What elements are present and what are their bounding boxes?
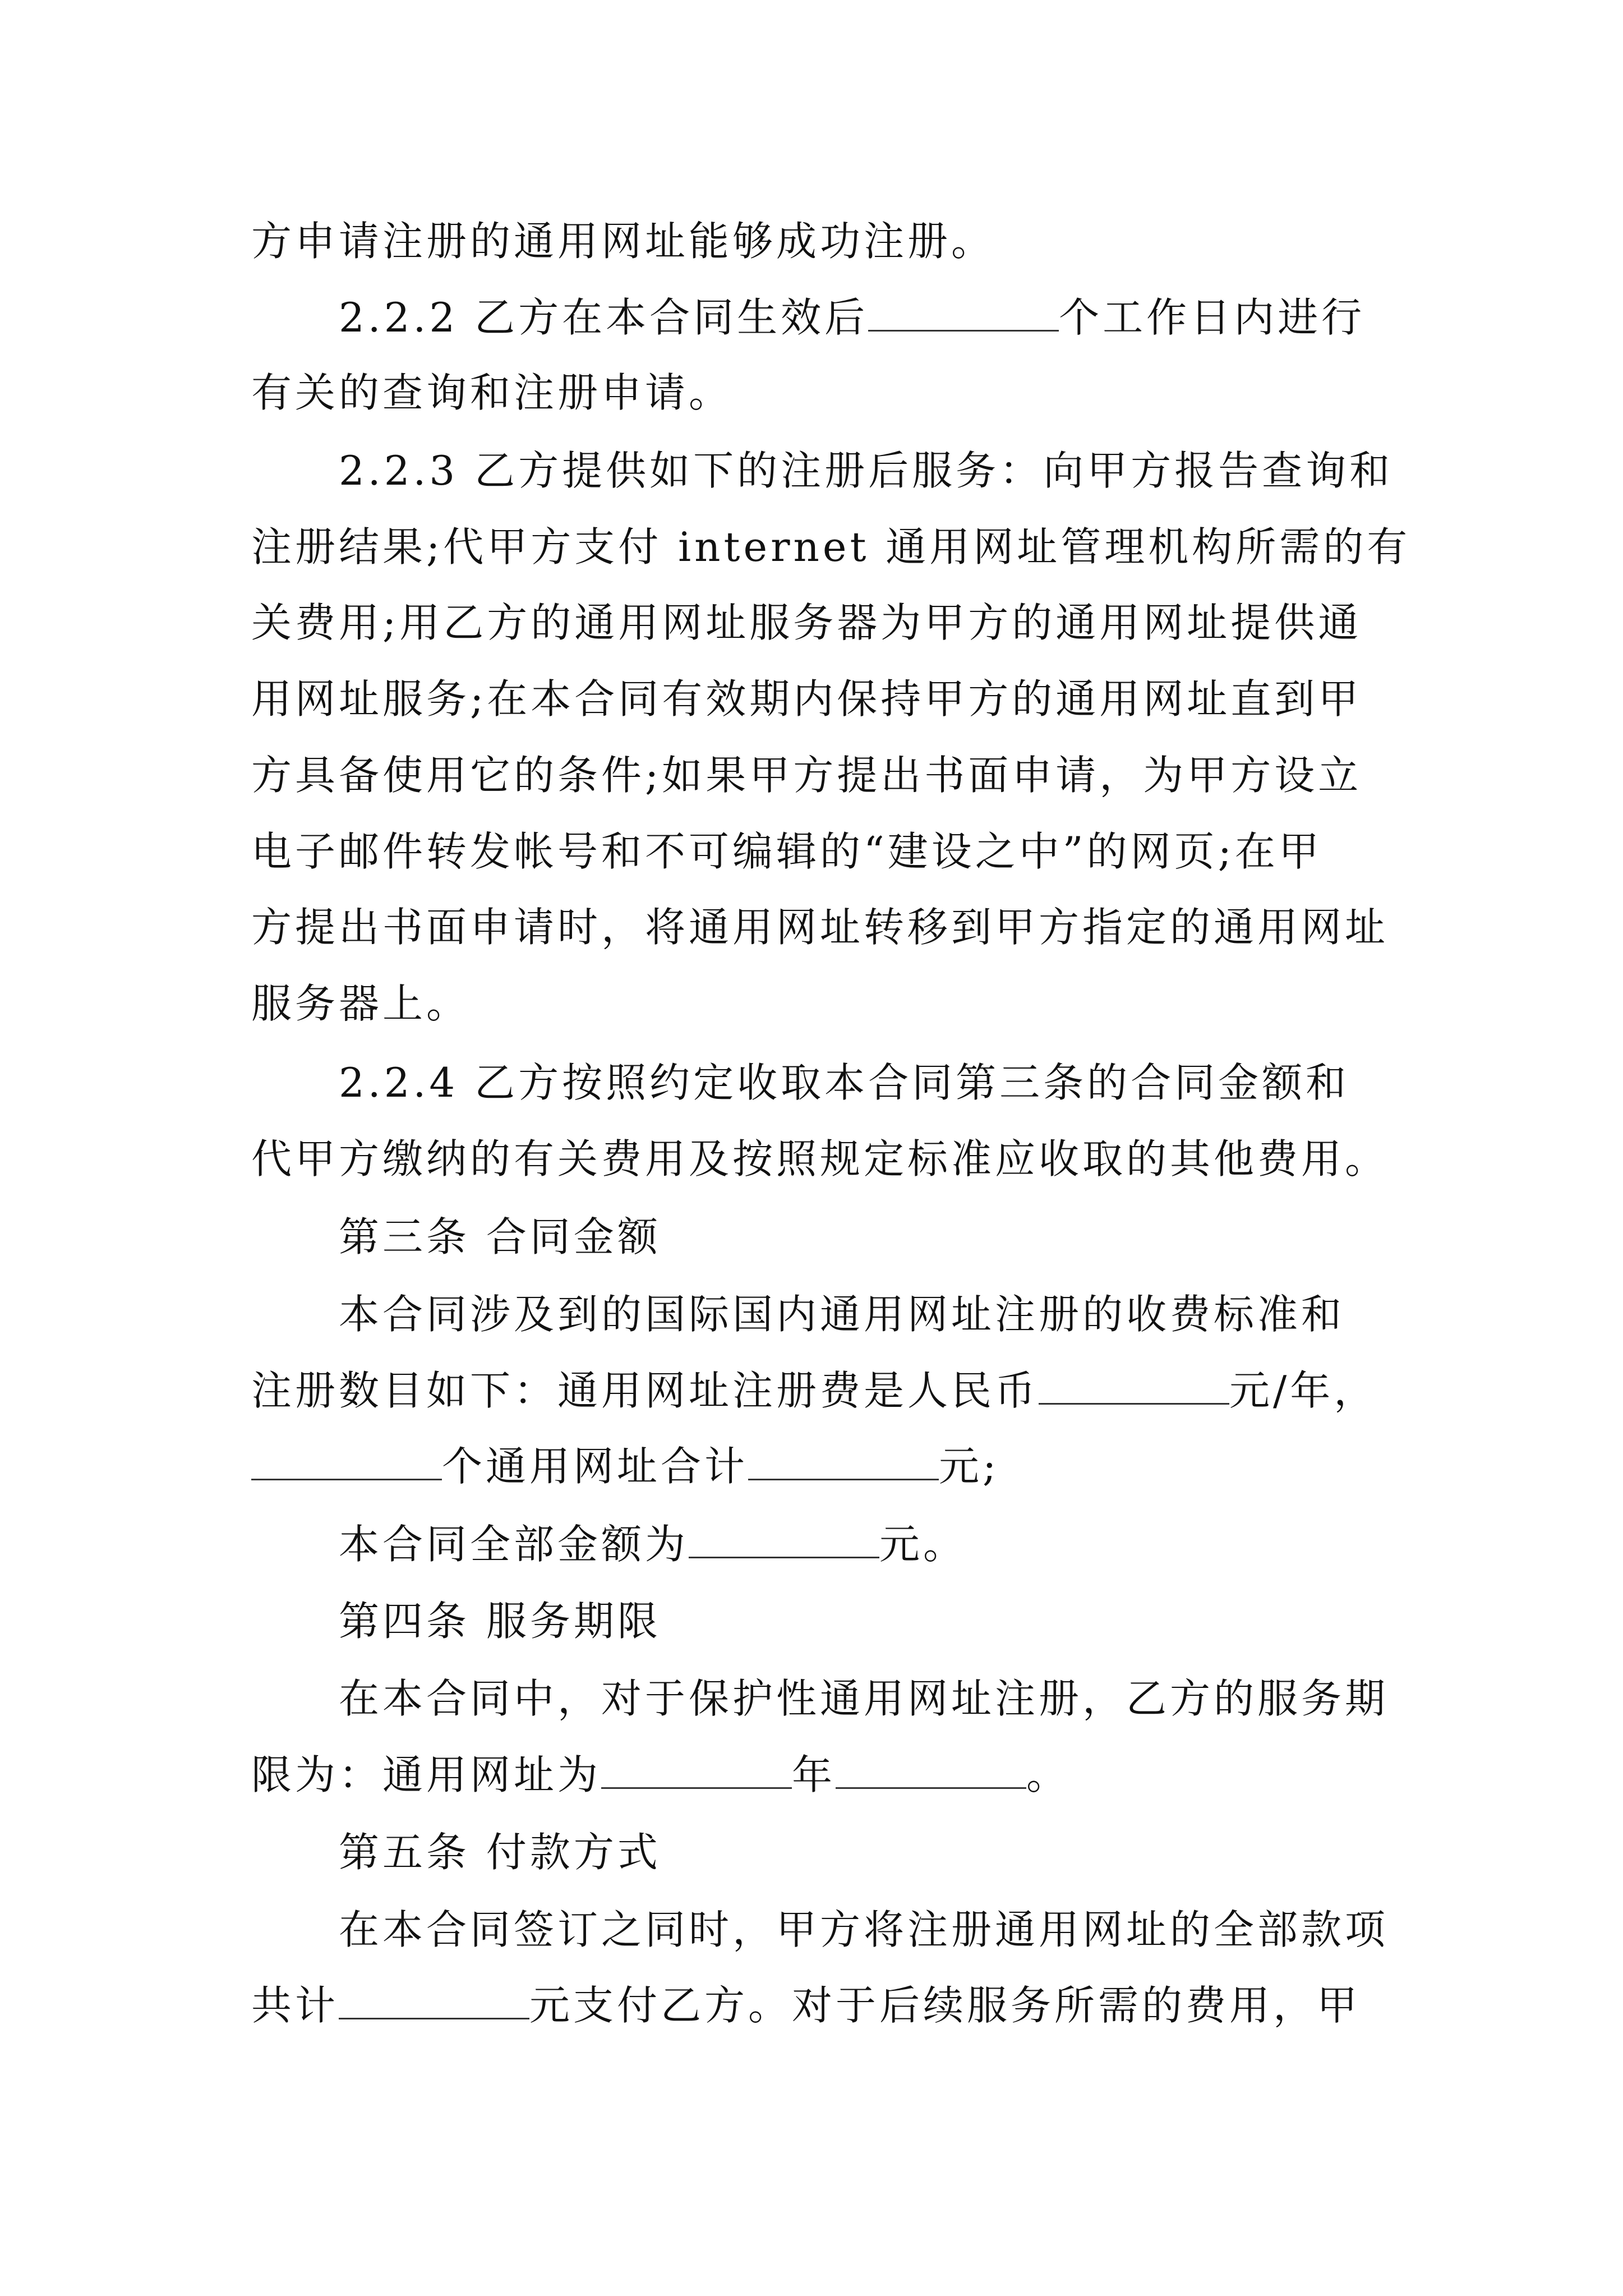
- paragraph-line: 在本合同签订之同时，甲方将注册通用网址的全部款项: [339, 1906, 1389, 1953]
- clause-2-2-2-line: [339, 284, 1395, 351]
- paragraph-line: 服务器上。: [251, 980, 471, 1027]
- fill-in-blank: [748, 1442, 939, 1480]
- fill-in-blank: [868, 293, 1059, 332]
- fill-in-blank: [601, 1751, 792, 1789]
- paragraph-line: 方申请注册的通用网址能够成功注册。: [251, 218, 995, 265]
- fill-in-blank: [836, 1751, 1026, 1789]
- line-text: 年: [792, 1751, 836, 1798]
- payment-line: [251, 1972, 1395, 2039]
- line-text: 注册数目如下：通用网址注册费是人民币: [251, 1367, 1039, 1414]
- fill-in-blank: [689, 1520, 879, 1558]
- paragraph-line: 关费用;用乙方的通用网址服务器为甲方的通用网址提供通: [251, 599, 1362, 646]
- clause-2-2-3-line: 2.2.3 乙方提供如下的注册后服务：向甲方报告查询和: [339, 447, 1394, 494]
- service-term-line: [251, 1741, 1395, 1809]
- line-text: 元/年，: [1229, 1367, 1378, 1414]
- line-text: 元。: [879, 1521, 967, 1568]
- line-text: 个工作日内进行: [1059, 294, 1366, 341]
- line-text: 本合同全部金额为: [339, 1521, 689, 1568]
- fee-line: [251, 1357, 1395, 1424]
- paragraph-line: 在本合同中，对于保护性通用网址注册，乙方的服务期: [339, 1675, 1389, 1722]
- line-text: 元;: [939, 1443, 1000, 1490]
- line-text: 共计: [251, 1982, 339, 2029]
- paragraph-line: 方提出书面申请时，将通用网址转移到甲方指定的通用网址: [251, 904, 1389, 951]
- paragraph-line: 用网址服务;在本合同有效期内保持甲方的通用网址直到甲: [251, 675, 1362, 723]
- paragraph-line: 电子邮件转发帐号和不可编辑的“建设之中”的网页;在甲: [251, 828, 1322, 875]
- paragraph-line: 有关的查询和注册申请。: [251, 369, 733, 416]
- line-text: 个通用网址合计: [442, 1443, 749, 1490]
- paragraph-line: 代甲方缴纳的有关费用及按照规定标准应收取的其他费用。: [251, 1135, 1389, 1182]
- line-text: 。: [1026, 1751, 1071, 1798]
- line-text: 元支付乙方。对于后续服务所需的费用，甲: [529, 1982, 1361, 2029]
- paragraph-line: 本合同涉及到的国际国内通用网址注册的收费标准和: [339, 1291, 1345, 1338]
- article-4-heading: 第四条 服务期限: [339, 1598, 661, 1645]
- total-amount-line: [339, 1511, 1395, 1578]
- paragraph-line: 注册结果;代甲方支付 internet 通用网址管理机构所需的有: [251, 523, 1411, 570]
- article-5-heading: 第五条 付款方式: [339, 1829, 661, 1876]
- fill-in-blank: [339, 1981, 529, 2019]
- clause-2-2-4-line: 2.2.4 乙方按照约定收取本合同第三条的合同金额和: [339, 1059, 1350, 1106]
- article-3-heading: 第三条 合同金额: [339, 1213, 661, 1260]
- paragraph-line: 方具备使用它的条件;如果甲方提出书面申请，为甲方设立: [251, 752, 1362, 799]
- line-text: 2.2.2 乙方在本合同生效后: [339, 294, 869, 341]
- line-text: 限为：通用网址为: [251, 1751, 602, 1798]
- fee-line: [251, 1433, 1395, 1500]
- fill-in-blank: [251, 1442, 442, 1480]
- fill-in-blank: [1039, 1366, 1229, 1405]
